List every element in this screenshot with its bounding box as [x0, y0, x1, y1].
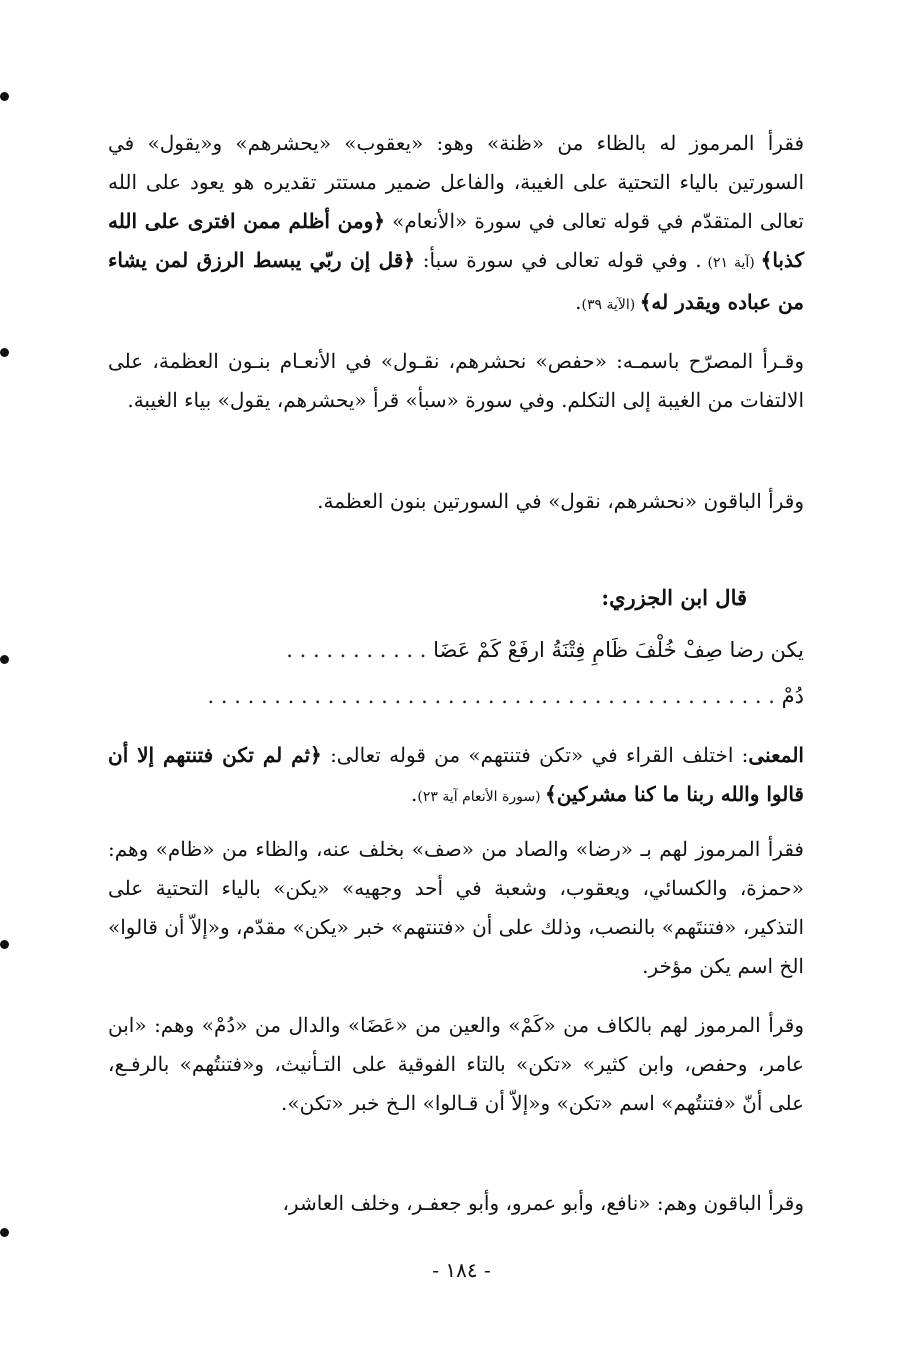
poem-verse-text: يكن رضا صِفْ خُلْفَ ظَامٍ فِتْنَةُ ارفَعْ كَمْ عَضَا — [433, 638, 804, 662]
poem-ellipsis: . . . . . . . . . . . — [286, 638, 427, 662]
binding-hole-mark — [0, 92, 9, 101]
meaning-label: المعنى — [748, 743, 804, 767]
paragraph-5: فقرأ المرموز لهم بـ «رضا» والصاد من «صف» بخلف عنه، والظاء من «ظام» وهم: «حمزة، والكسائي، ويعقوب، وشعبة في أحد وجهيه» «يكن» بالياء التحتية على التذكير، «فتنتَهم» بالنصب، وذلك على أن «فتنتهم» خبر «يكن» مقدّم، و«إلاّ أن قالوا» الخ اسم يكن مؤخر. — [108, 837, 804, 978]
paragraph-7: وقرأ الباقون وهم: «نافع، وأبو عمرو، وأبو جعفـر، وخلف العاشر، — [282, 1191, 804, 1215]
paragraph-4: المعنى: اختلف القراء في «تكن فتنتهم» من قوله تعالى: ﴿ثم لم تكن فتنتهم إلا أن قالوا والله ربنا ما كنا مشركين﴾ (سورة الأنعام آية ٢٣). — [108, 743, 804, 806]
paragraph-3: وقرأ الباقون «نحشرهم، نقول» في السورتين بنون العظمة. — [317, 489, 804, 513]
poem-line-1 — [108, 634, 804, 666]
poem-ellipsis: . . . . . . . . . . . . . . . . . . . . . . . . . . . . . . . . . . . . . . . . . . . — [207, 684, 775, 708]
verse-reference: (آية ٢١) — [701, 255, 761, 271]
binding-hole-mark — [0, 940, 9, 949]
quran-quote-saba: ﴿قل إن ربّي يبسط الرزق لمن يشاء من عباده ويقدر له﴾ — [108, 248, 804, 314]
verse-reference: (سورة الأنعام آية ٢٣) — [417, 789, 545, 805]
binding-hole-mark — [0, 655, 9, 664]
quran-quote-anam: ﴿ومن أظلم ممن افترى على الله كذبا﴾ — [108, 209, 804, 272]
paragraph-4-text: : اختلف القراء في «تكن فتنتهم» من قوله تعالى: — [321, 743, 749, 767]
paragraph-6: وقرأ المرموز لهم بالكاف من «كَمْ» والعين من «عَضَا» والدال من «دُمْ» وهم: «ابن عامر، وحفص، وابن كثير» «تكن» بالتاء الفوقية على التـأنيث، و«فتنتُهم» بالرفـع، على أنّ «فتنتُهم» اسم «تكن» و«إلاّ أن قـالوا» الـخ خبر «تكن». — [108, 1013, 804, 1115]
paragraph-2: وقـرأ المصرّح باسمـه: «حفص» نحشرهم، نقـول» في الأنعـام بنـون العظمة، على الالتفات من الغيبة إلى التكلم. وفي سورة «سبأ» قرأ «يحشرهم، يقول» بياء الغيبة. — [108, 349, 804, 412]
section-heading: قال ابن الجزري: — [601, 585, 747, 610]
paragraph-1-text: . وفي قوله تعالى في سورة سبأ: — [415, 248, 702, 272]
poem-verse-text: دُمْ — [781, 684, 804, 708]
verse-reference: (الآية ٣٩) — [581, 297, 640, 313]
binding-hole-mark — [0, 348, 9, 357]
binding-hole-mark — [0, 1228, 9, 1237]
paragraph-1: فقرأ المرموز له بالظاء من «ظنة» وهو: «يعقوب» «يحشرهم» و«يقول» في السورتين بالياء التحتية على الغيبة، والفاعل ضمير مستتر تقديره هو يعود على الله تعالى المتقدّم في قوله تعالى في سورة «الأنعام» ﴿ومن أظلم ممن افترى على الله كذبا﴾ (آية ٢١) . وفي قوله تعالى في سورة سبأ: ﴿قل إن ربّي يبسط الرزق لمن يشاء من عباده ويقدر له﴾ (الآية ٣٩). — [108, 131, 804, 314]
paragraph-1-text: فقرأ المرموز له بالظاء من «ظنة» وهو: «يعقوب» «يحشرهم» و«يقول» في السورتين بالياء التحتية على الغيبة، والفاعل ضمير مستتر تقديره هو يعود على الله تعالى المتقدّم في قوله تعالى في سورة «الأنعام» — [108, 131, 804, 233]
quran-quote: ﴿ثم لم تكن فتنتهم إلا أن قالوا والله ربنا ما كنا مشركين﴾ — [108, 743, 804, 806]
poem-line-2 — [108, 680, 804, 712]
page-number: - ١٨٤ - — [432, 1258, 491, 1282]
